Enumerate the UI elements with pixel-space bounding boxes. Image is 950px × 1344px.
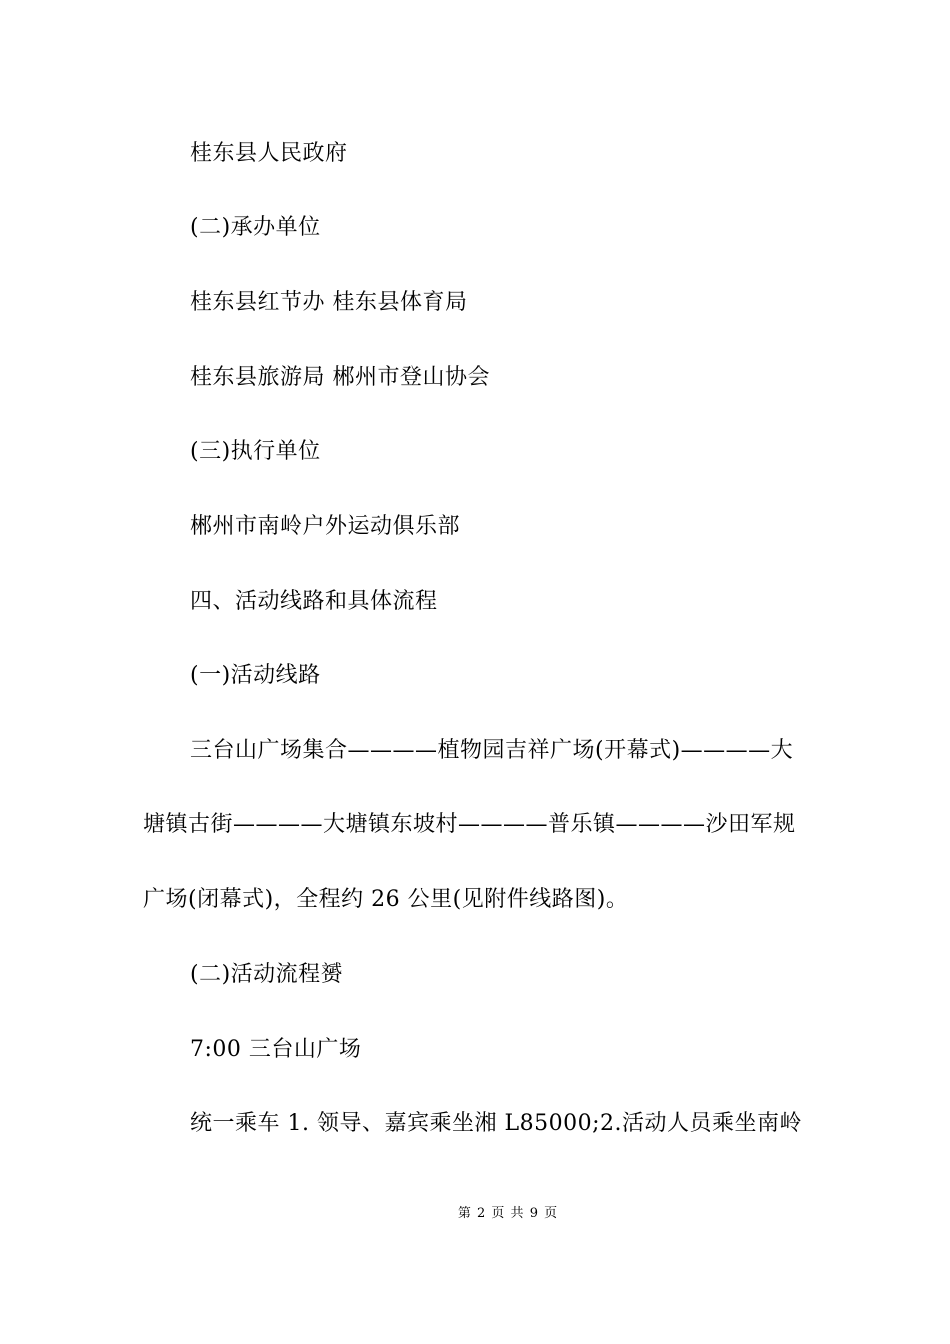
paragraph-line: 塘镇古街————大塘镇东坡村————普乐镇————沙田军规 (143, 812, 796, 837)
text-line: 7:00 三台山广场 (190, 1037, 362, 1062)
section-heading: (一)活动线路 (190, 663, 321, 688)
section-heading: (二)活动流程赟 (190, 962, 344, 987)
paragraph-line: 统一乘车 1. 领导、嘉宾乘坐湘 L85000;2.活动人员乘坐南岭 (190, 1111, 802, 1136)
section-heading: (三)执行单位 (190, 439, 321, 464)
page-number: 第 2 页 共 9 页 (457, 1206, 559, 1221)
section-heading: (二)承办单位 (190, 215, 321, 240)
paragraph-line: 三台山广场集合————植物园吉祥广场(开幕式)————大 (190, 738, 794, 763)
text-line: 郴州市南岭户外运动俱乐部 (190, 514, 461, 539)
section-heading: 四、活动线路和具体流程 (190, 589, 438, 614)
paragraph-line: 广场(闭幕式)，全程约 26 公里(见附件线路图)。 (143, 887, 629, 912)
text-line: 桂东县红节办 桂东县体育局 (190, 290, 468, 315)
text-line: 桂东县人民政府 (190, 141, 348, 166)
text-line: 桂东县旅游局 郴州市登山协会 (190, 365, 490, 390)
